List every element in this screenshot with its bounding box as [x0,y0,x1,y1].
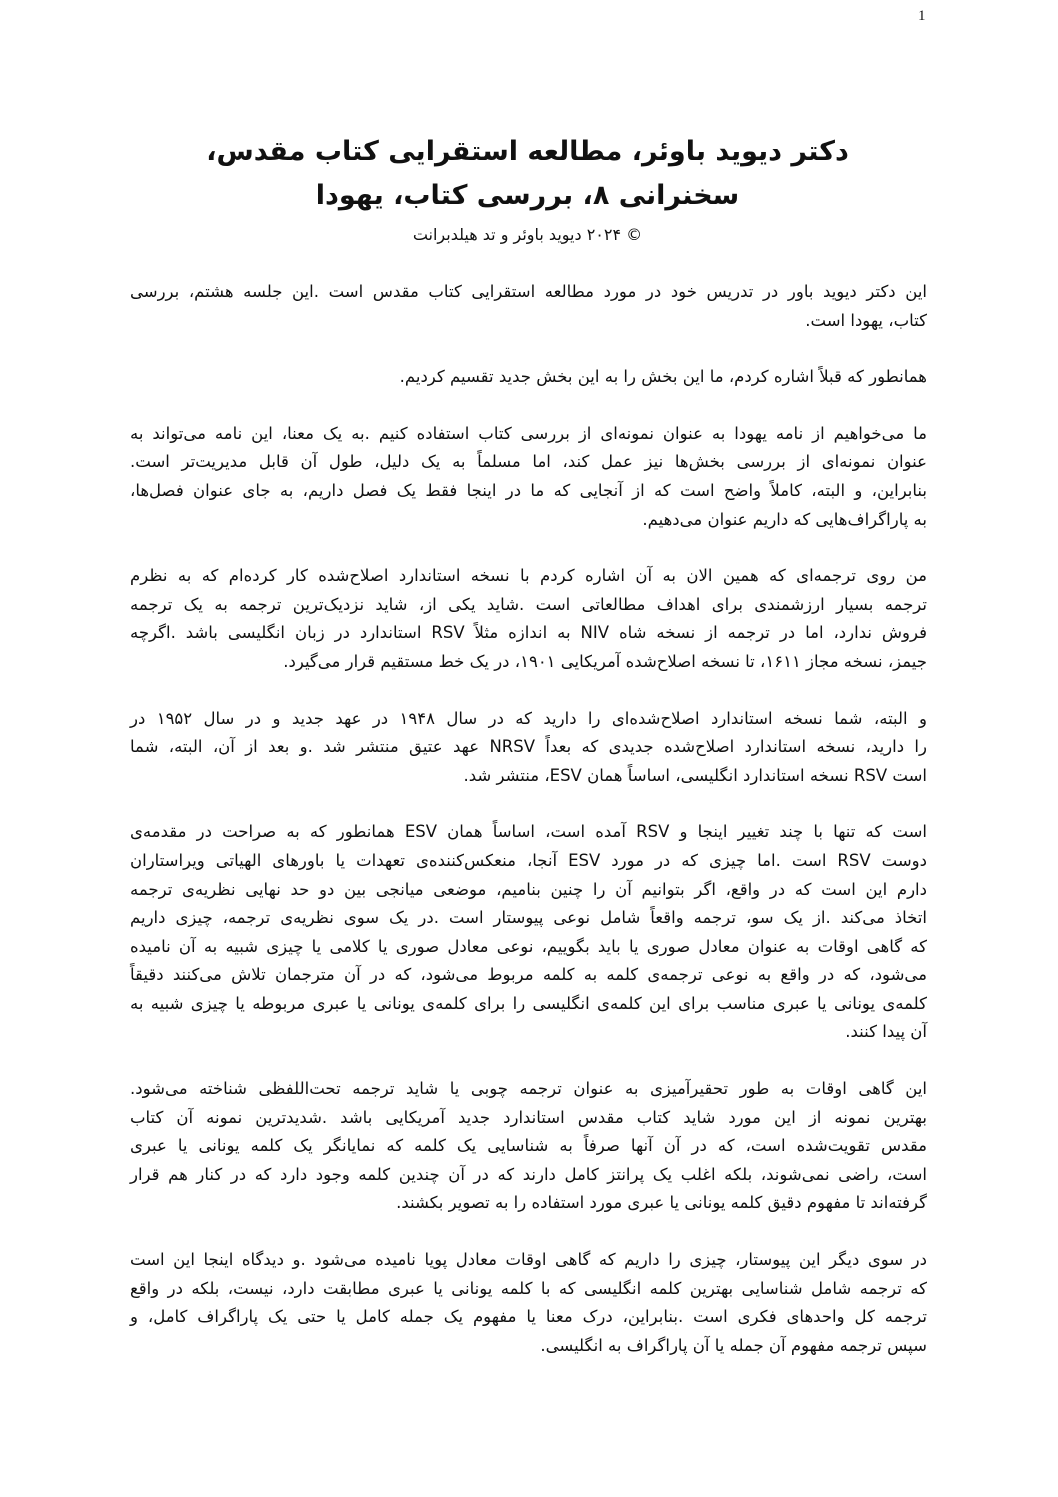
text-line: بنابراین، و البته، کاملاً واضح است که از آنجایی که ما در اینجا فقط یک فصل داریم، به جای عنوان فصل‌ها، [130,480,927,500]
text-line: عنوان نمونه‌ای از بررسی بخش‌ها نیز عمل کند، اما مسلماً به یک دلیل، طول آن قابل مدیریت‌تر است. [130,452,927,472]
document-header [130,130,925,250]
text-line: مقدس تقویت‌شده است، که در آن آنها صرفاً به شناسایی یک کلمه که نمایانگر یک کلمه یونانی یا عبری [130,1136,927,1156]
text-line: بهترین نمونه از این مورد شاید کتاب مقدس استاندارد جدید آمریکایی باشد .شدیدترین نمونه آن کتاب [130,1107,927,1127]
text-line: همانطور که قبلاً اشاره کردم، ما این بخش را به این بخش جدید تقسیم کردیم. [399,367,927,387]
document-body [130,278,927,1388]
title-line: دکتر دیوید باوئر، مطالعه استقرایی کتاب مقدس، [206,136,849,167]
text-line: سپس ترجمه مفهوم آن جمله یا آن پاراگراف به انگلیسی. [540,1335,927,1355]
text-line: من روی ترجمه‌ای که همین الان به آن اشاره کردم با نسخه استاندارد اصلاح‌شده کار کرده‌ام که به نظرم [130,566,927,586]
paragraph [130,363,927,392]
paragraph [130,420,927,534]
paragraph [130,278,927,335]
text-line: دارم این است که در واقع، اگر بتوانیم آن را چنین بنامیم، موضعی میانجی بین دو حد نهایی نظریه‌ی ترجمه [130,879,927,899]
text-line: کلمه‌ی یونانی یا عبری مناسب برای این کلمه‌ی انگلیسی را برای کلمه‌ی یونانی یا عبری مربوطه یا چیزی شبیه به [130,993,927,1013]
text-line: ترجمه بسیار ارزشمندی برای اهداف مطالعاتی است .شاید یکی از، شاید نزدیک‌ترین ترجمه به یک ترجمه [130,594,927,614]
text-line: دوست RSV است .اما چیزی که در مورد ESV آنجا، منعکس‌کننده‌ی تعهدات یا باورهای الهیاتی ویراستاران [130,850,927,870]
text-line: ترجمه کل واحدهای فکری است .بنابراین، درک معنا یا مفهوم یک جمله کامل یا حتی یک پاراگراف کامل، و [130,1307,927,1327]
paragraph [130,818,927,1047]
text-line: را دارید، نسخه استاندارد اصلاح‌شده جدیدی که بعداً NRSV عهد عتیق منتشر شد .و بعد از آن، البته، شما [130,737,927,757]
text-line: ما می‌خواهیم از نامه یهودا به عنوان نمونه‌ای از بررسی کتاب استفاده کنیم .به یک معنا، این نامه می‌تواند به [130,423,927,443]
paragraph [130,705,927,791]
text-line: که ترجمه شامل شناسایی بهترین کلمه انگلیسی که با کلمه یونانی یا عبری مطابقت دارد، نیست، بلکه در واقع [130,1278,927,1298]
copyright-line: © ۲۰۲۴ دیوید باوئر و تد هیلدبرانت [412,225,643,244]
text-line: می‌شود، که در واقع به نوعی ترجمه‌ی کلمه به کلمه مربوط می‌شود، که در آن مترجمان تلاش می‌کنند دقیقاً [130,965,927,985]
text-line: به پاراگراف‌هایی که داریم عنوان می‌دهیم. [642,509,927,529]
paragraph [130,1075,927,1218]
text-line: است RSV نسخه استاندارد انگلیسی، اساساً همان ESV، منتشر شد. [463,765,927,785]
paragraph [130,562,927,676]
text-line: این دکتر دیوید باور در تدریس خود در مورد مطالعه استقرایی کتاب مقدس است .این جلسه هشتم، بررسی [130,282,927,301]
text-line: که گاهی اوقات به عنوان معادل صوری یا باید بگوییم، نوعی معادل صوری یا کلامی یا چیزی شبیه به آن نامیده [130,936,927,956]
text-line: کتاب، یهودا است. [805,310,927,330]
text-line: است، راضی نمی‌شوند، بلکه اغلب یک پرانتز کامل دارند که در آن چندین کلمه وجود دارد که در کنار هم قرار [130,1164,927,1184]
text-line: در سوی دیگر این پیوستار، چیزی را داریم که گاهی اوقات معادل پویا نامیده می‌شود .و دیدگاه اینجا این است [130,1250,927,1270]
paragraph [130,1246,927,1360]
text-line: جیمز، نسخه مجاز ۱۶۱۱، تا نسخه اصلاح‌شده آمریکایی ۱۹۰۱، در یک خط مستقیم قرار می‌گیرد. [283,651,927,671]
title-line: سخنرانی ۸، بررسی کتاب، یهودا [315,180,740,211]
text-line: اتخاذ می‌کند .از یک سو، ترجمه واقعاً شامل نوعی پیوستار است .در یک سوی نظریه‌ی ترجمه، چیزی داریم [130,908,927,928]
text-line: و البته، شما نسخه استاندارد اصلاح‌شده‌ای را دارید که در سال ۱۹۴۸ در عهد جدید و در سال ۱۹۵۲ در [130,708,927,728]
text-line: این گاهی اوقات به طور تحقیرآمیزی به عنوان ترجمه چوبی یا شاید ترجمه تحت‌اللفظی شناخته می‌شود. [130,1079,927,1099]
text-line: است که تنها با چند تغییر اینجا و RSV آمده است، اساساً همان ESV همانطور که به صراحت در مقدمه‌ی [130,822,928,842]
page-number: 1 [918,8,926,24]
text-line: آن پیدا کنند. [845,1022,927,1042]
text-line: فروش ندارد، اما در ترجمه از نسخه شاه NIV به اندازه مثلاً RSV استاندارد در زبان انگلیسی باشد .اگرچه [130,623,927,643]
text-line: گرفته‌اند تا مفهوم دقیق کلمه یونانی یا عبری مورد استفاده را به تصویر بکشند. [396,1193,927,1213]
